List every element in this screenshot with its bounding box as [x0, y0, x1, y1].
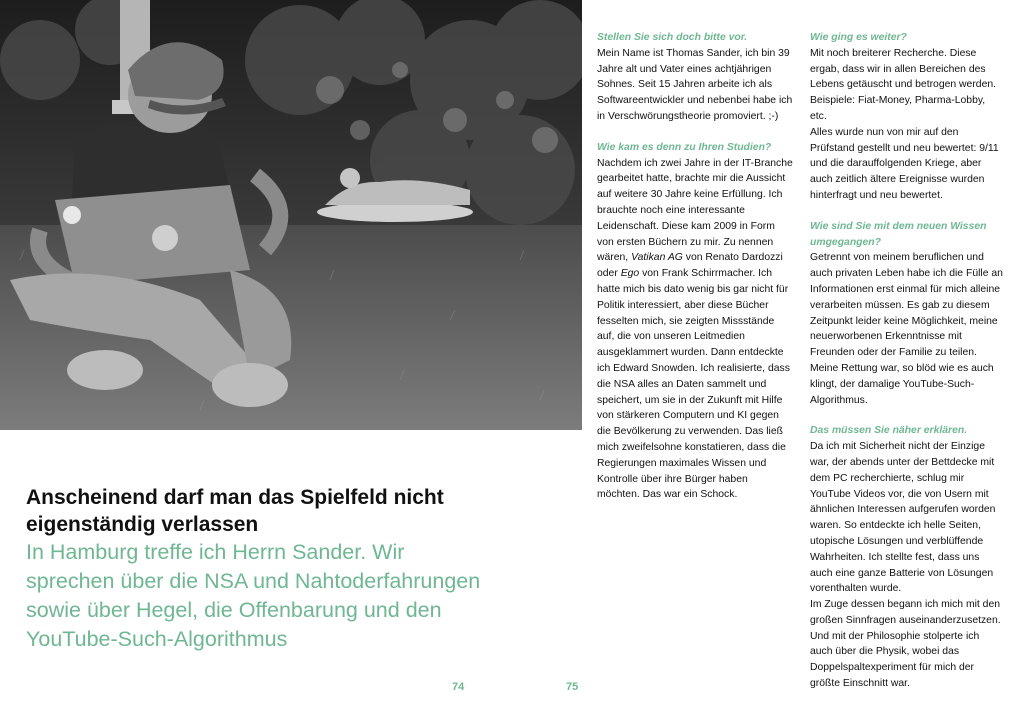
question-heading: Wie sind Sie mit dem neuen Wissen umgegangen? [810, 220, 987, 248]
text-column-2 [810, 30, 1004, 692]
answer-paragraph: Getrennt von meinem beruflichen und auch privaten Leben habe ich die Fülle an Informationen erst einmal für mich alleine verarbeiten müssen. Es gab zu diesem Zeitpunkt leider keine Möglichkeit, meine neuerworbenen Erkenntnisse mit Freunden oder der Familie zu teilen. Meine Rettung war, so blöd wie es auch klingt, der damalige YouTube-Such-Algorithmus. [810, 252, 1003, 406]
answer-paragraph: Nachdem ich zwei Jahre in der IT-Branche gearbeitet hatte, brachte mir die Aussicht auf weitere 30 Jahre keine Erfüllung. Ich brauchte noch eine interessante Leidenschaft. Diese kam 2009 in Form von ersten Büchern zu mir. Zu nennen wären, Vatikan AG von Renato Dardozzi oder Ego von Frank Schirrmacher. Ich hatte mich bis dato wenig bis gar nicht für Politik interessiert, aber diese Bücher fesselten mich, sie zeigten Missstände auf, die von unseren Leitmedien ausgeklammert wurden. Dann entdeckte ich Edward Snowden. Ich realisierte, dass die NSA alles an Daten sammelt und speichert, um sie in der Zukunft mit Hilfe von stärkeren Computern und KI gegen die Bevölkerung zu verwenden. Das ließ mich zweifelsohne konstatieren, dass die Regierungen maximales Wissen und Kontrolle über ihre Bürger haben möchten. Das war ein Schock. [597, 157, 793, 501]
page-number-right: 75 [566, 681, 579, 693]
article-headline [26, 484, 496, 654]
article-title: Anscheinend darf man das Spielfeld nicht eigenständig verlassen [26, 486, 444, 536]
book-title: Ego [620, 268, 640, 280]
text-column-1 [597, 30, 793, 503]
book-title: Vatikan AG [631, 252, 683, 264]
photo-man-with-laptop [0, 0, 582, 430]
question-heading: Wie kam es denn zu Ihren Studien? [597, 141, 772, 153]
answer-paragraph: Im Zuge dessen begann ich mich mit den großen Sinnfragen auseinanderzusetzen. Und mit der Philosophie stolperte ich auch über die Physik, wobei das Doppelspaltexperiment für mich der größte Einschnitt war. [810, 599, 1001, 690]
question-heading: Stellen Sie sich doch bitte vor. [597, 32, 748, 43]
question-heading: Das müssen Sie näher erklären. [810, 425, 968, 437]
article-lead: In Hamburg treffe ich Herrn Sander. Wir sprechen über die NSA und Nahtoderfahrungen sowie über Hegel, die Offenbarung und den YouTube-Such-Algorithmus [26, 540, 481, 651]
answer-paragraph: Da ich mit Sicherheit nicht der Einzige war, der abends unter der Bettdecke mit dem PC recherchierte, schlug mir YouTube Videos vor, die von Usern mit ähnlichen Interessen aufgerufen worden waren. So entdeckte ich helle Seiten, utopische Lösungen und verblüffende Wahrheiten. Ich stellte fest, dass uns auch eine ganze Batterie von Lösungen vorenthalten wurde. [810, 441, 996, 595]
answer-paragraph: Alles wurde nun von mir auf den Prüfstand gestellt und neu bewertet: 9/11 und die darauffolgenden Kriege, aber auch zeitlich ältere Ereignisse wurden hinterfragt und neu bewertet. [810, 126, 999, 201]
answer-paragraph: Mit noch breiterer Recherche. Diese ergab, dass wir in allen Bereichen des Lebens getäuscht und betrogen werden. Beispiele: Fiat-Money, Pharma-Lobby, etc. [810, 47, 997, 122]
answer-paragraph: Mein Name ist Thomas Sander, ich bin 39 Jahre alt und Vater eines achtjährigen Sohnes. Seit 15 Jahren arbeite ich als Softwareentwickler und nebenbei habe ich in Verschwörungstheorie promoviert. ;-) [597, 47, 793, 122]
page-number-left: 74 [452, 681, 465, 693]
question-heading: Wie ging es weiter? [810, 32, 907, 43]
